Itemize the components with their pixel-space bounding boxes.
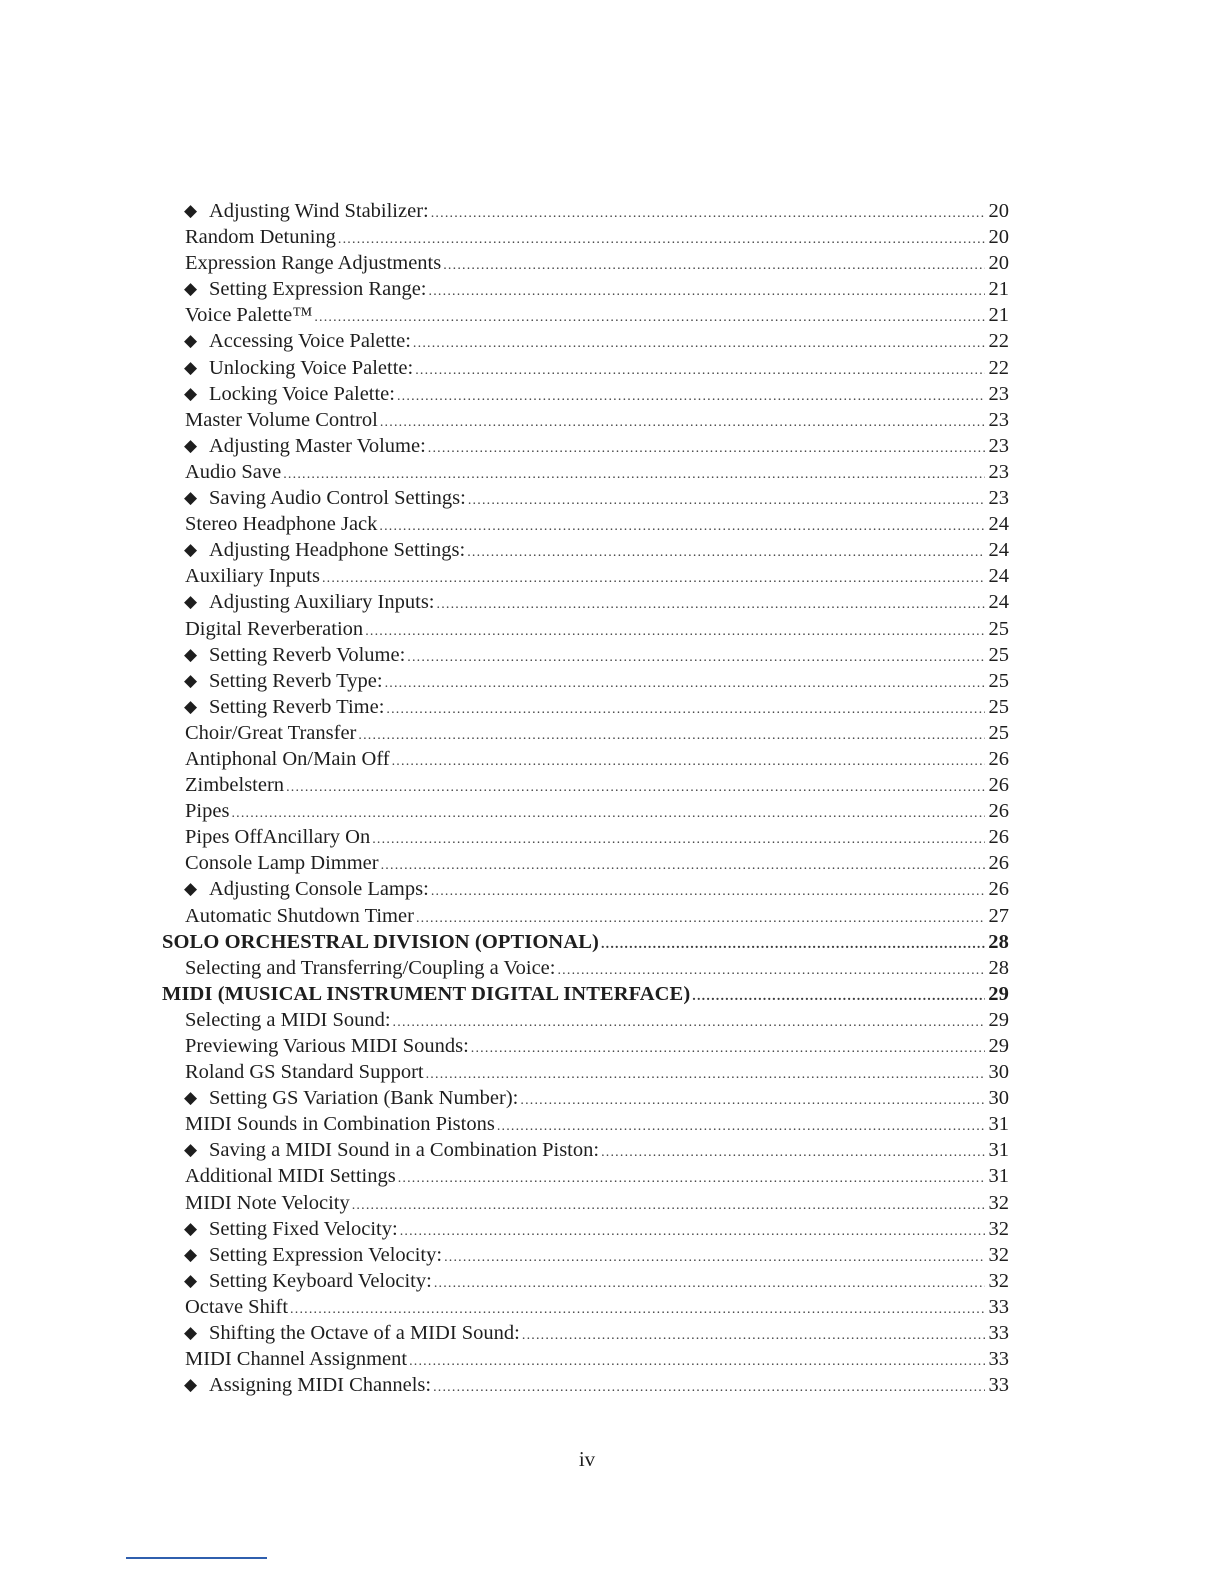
toc-page-number: 33 [988, 1295, 1009, 1318]
toc-entry-label: Setting Keyboard Velocity: [209, 1269, 432, 1292]
dot-leader [692, 984, 985, 1010]
toc-page-number: 25 [988, 695, 1009, 718]
toc-entry[interactable] [162, 1163, 1009, 1189]
toc-entry[interactable] [162, 459, 1009, 485]
dot-leader [522, 1323, 985, 1349]
toc-entry-label-group [185, 955, 555, 981]
dot-leader [431, 879, 985, 905]
toc-page-number: 23 [988, 382, 1009, 405]
toc-page-number: 33 [988, 1374, 1009, 1397]
toc-entry-label: Assigning MIDI Channels: [209, 1374, 432, 1397]
toc-entry-label: Setting Expression Velocity: [209, 1243, 443, 1266]
toc-entry-label: Expression Range Adjustments [185, 252, 442, 275]
toc-entry-label-group [185, 563, 320, 589]
toc-page-number: 23 [988, 487, 1009, 510]
toc-procedure-entry[interactable] [162, 537, 1009, 563]
toc-entry-label-group [184, 642, 406, 669]
dot-leader [393, 1010, 985, 1036]
diamond-bullet-icon: ◆ [184, 592, 198, 613]
toc-entry-label-group [184, 589, 435, 616]
toc-entry-label-group [185, 224, 336, 250]
dot-leader [520, 1088, 985, 1114]
toc-entry-label-group [185, 302, 312, 328]
diamond-bullet-icon: ◆ [184, 1323, 198, 1344]
toc-entry-label: Unlocking Voice Palette: [209, 356, 414, 379]
dot-leader [434, 1271, 985, 1297]
diamond-bullet-icon: ◆ [184, 1088, 198, 1109]
diamond-bullet-icon: ◆ [184, 279, 198, 300]
toc-entry-label-group [185, 616, 363, 642]
dot-leader [471, 1036, 985, 1062]
toc-entry-label-group [162, 929, 599, 955]
toc-entry-label: Adjusting Console Lamps: [209, 878, 429, 901]
toc-entry[interactable] [162, 407, 1009, 433]
dot-leader [407, 645, 985, 671]
toc-procedure-entry[interactable] [162, 381, 1009, 407]
toc-entry-label-group [185, 1033, 469, 1059]
toc-entry-label-group [184, 537, 466, 564]
toc-entry[interactable] [162, 746, 1009, 772]
footnote-rule [126, 1557, 267, 1559]
toc-entry-label-group [184, 1268, 432, 1295]
diamond-bullet-icon: ◆ [184, 201, 198, 221]
toc-page-number: 24 [988, 513, 1009, 536]
toc-entry-label: Master Volume Control [185, 408, 378, 431]
dot-leader [358, 723, 985, 749]
diamond-bullet-icon: ◆ [184, 331, 198, 352]
toc-entry[interactable] [162, 1294, 1009, 1320]
toc-entry-label-group [185, 1294, 288, 1320]
toc-entry-label-group [185, 772, 284, 798]
toc-entry-label: Shifting the Octave of a MIDI Sound: [209, 1322, 520, 1345]
dot-leader [379, 514, 985, 540]
toc-page-number: 24 [988, 591, 1009, 614]
toc-entry-label: Pipes [185, 800, 230, 823]
toc-entry-label-group [162, 981, 690, 1007]
toc-page-number: 26 [988, 878, 1009, 901]
toc-entry-label-group [185, 407, 378, 433]
toc-page-number: 24 [988, 565, 1009, 588]
toc-page-number: 26 [988, 747, 1009, 770]
toc-entry-label-group [185, 850, 379, 876]
toc-procedure-entry[interactable] [162, 876, 1009, 902]
diamond-bullet-icon: ◆ [184, 435, 198, 456]
toc-entry-label: Selecting a MIDI Sound: [185, 1008, 391, 1031]
toc-page-number: 23 [988, 408, 1009, 431]
dot-leader [380, 410, 985, 436]
toc-entry-label-group [184, 355, 414, 382]
toc-entry-label: Auxiliary Inputs [185, 565, 320, 588]
toc-entry-label-group [185, 1163, 396, 1189]
dot-leader [386, 697, 985, 723]
toc-page-number: 25 [988, 617, 1009, 640]
toc-entry-label-group [185, 903, 414, 929]
diamond-bullet-icon: ◆ [184, 1375, 198, 1396]
toc-entry-label: Random Detuning [185, 226, 336, 249]
diamond-bullet-icon: ◆ [184, 488, 198, 509]
toc-page-number: 31 [988, 1165, 1009, 1188]
dot-leader [437, 592, 986, 618]
toc-procedure-entry[interactable] [162, 1216, 1009, 1242]
toc-entry[interactable] [162, 1033, 1009, 1059]
dot-leader [400, 1219, 985, 1245]
toc-entry[interactable] [162, 1190, 1009, 1216]
toc-entry[interactable] [162, 511, 1009, 537]
toc-entry-label: Setting Reverb Type: [209, 669, 383, 692]
toc-entry-label-group [184, 328, 411, 355]
toc-entry-label: Roland GS Standard Support [185, 1061, 424, 1084]
toc-procedure-entry[interactable] [162, 198, 1009, 224]
toc-entry-label-group [184, 876, 429, 903]
dot-leader [372, 827, 985, 853]
toc-entry[interactable] [162, 250, 1009, 276]
toc-entry-label: Voice Palette™ [185, 304, 313, 327]
diamond-bullet-icon: ◆ [184, 879, 198, 900]
toc-page-number: 33 [988, 1322, 1009, 1345]
toc-entry-label-group [185, 1190, 350, 1216]
toc-entry-label-group [184, 276, 427, 303]
dot-leader [286, 775, 985, 801]
toc-entry-label: Saving Audio Control Settings: [209, 487, 466, 510]
toc-entry-label: Digital Reverberation [185, 617, 364, 640]
toc-entry[interactable] [162, 1346, 1009, 1372]
toc-procedure-entry[interactable] [162, 589, 1009, 615]
toc-entry-label-group [185, 798, 229, 824]
diamond-bullet-icon: ◆ [184, 644, 198, 665]
dot-leader [431, 201, 985, 227]
toc-page-number: 23 [988, 434, 1009, 457]
dot-leader [314, 305, 985, 331]
diamond-bullet-icon: ◆ [184, 696, 198, 717]
toc-procedure-entry[interactable] [162, 485, 1009, 511]
toc-entry[interactable] [162, 563, 1009, 589]
toc-entry[interactable] [162, 772, 1009, 798]
dot-leader [365, 619, 985, 645]
dot-leader [415, 358, 985, 384]
toc-entry-label-group [185, 1007, 391, 1033]
toc-entry-label: Adjusting Wind Stabilizer: [209, 200, 429, 222]
toc-procedure-entry[interactable] [162, 1268, 1009, 1294]
toc-entry[interactable] [162, 1059, 1009, 1085]
toc-entry-label-group [184, 198, 429, 225]
toc-entry-label: Octave Shift [185, 1295, 289, 1318]
toc-page-number: 20 [988, 200, 1009, 222]
toc-entry-label: Previewing Various MIDI Sounds: [185, 1035, 469, 1057]
toc-page-number: 30 [988, 1087, 1009, 1110]
toc-entry-label: Adjusting Master Volume: [209, 434, 426, 457]
toc-entry-label-group [184, 668, 383, 695]
toc-entry[interactable] [162, 824, 1009, 850]
diamond-bullet-icon: ◆ [184, 1218, 198, 1239]
toc-section-heading[interactable] [162, 929, 1009, 955]
toc-page-number: 24 [988, 539, 1009, 562]
toc-entry-label: Adjusting Headphone Settings: [209, 539, 466, 562]
toc-procedure-entry[interactable] [162, 276, 1009, 302]
toc-entry-label: Choir/Great Transfer [185, 721, 357, 744]
toc-entry-label: Stereo Headphone Jack [185, 513, 378, 536]
toc-entry[interactable] [162, 224, 1009, 250]
toc-entry-label: Setting Reverb Volume: [209, 643, 406, 666]
toc-page-number: 22 [988, 356, 1009, 379]
toc-entry-label: Saving a MIDI Sound in a Combination Piston: [209, 1139, 600, 1162]
toc-entry-label: Adjusting Auxiliary Inputs: [209, 591, 435, 614]
diamond-bullet-icon: ◆ [184, 383, 198, 404]
toc-entry-label: MIDI Note Velocity [185, 1191, 350, 1214]
toc-entry-label: MIDI (MUSICAL INSTRUMENT DIGITAL INTERFACE) [162, 982, 691, 1005]
toc-procedure-entry[interactable] [162, 668, 1009, 694]
toc-page-number: 32 [988, 1269, 1009, 1292]
toc-entry-label: Antiphonal On/Main Off [185, 747, 390, 770]
toc-page-number: 28 [988, 956, 1009, 979]
toc-procedure-entry[interactable] [162, 642, 1009, 668]
toc-entry-label-group [184, 694, 385, 721]
dot-leader [385, 671, 985, 697]
toc-entry-label: MIDI Sounds in Combination Pistons [185, 1113, 495, 1136]
toc-entry[interactable] [162, 616, 1009, 642]
toc-entry-label-group [184, 1216, 398, 1243]
dot-leader [444, 1245, 985, 1271]
toc-page-number: 21 [988, 304, 1009, 327]
toc-entry-label-group [185, 459, 281, 485]
toc-entry[interactable] [162, 1007, 1009, 1033]
toc-page-number: 22 [988, 330, 1009, 353]
toc-entry-label: Selecting and Transferring/Coupling a Voice: [185, 956, 556, 979]
toc-entry[interactable] [162, 720, 1009, 746]
toc-page-number: 30 [988, 1061, 1009, 1084]
toc-procedure-entry[interactable] [162, 355, 1009, 381]
dot-leader [352, 1193, 985, 1219]
toc-entry-label: MIDI Channel Assignment [185, 1348, 408, 1371]
toc-entry-label: Accessing Voice Palette: [209, 330, 411, 353]
toc-entry-label-group [185, 720, 356, 746]
toc-entry-label: Setting Expression Range: [209, 278, 427, 301]
toc-page-number: 28 [988, 930, 1009, 953]
toc-entry-label: Setting Reverb Time: [209, 695, 385, 718]
toc-procedure-entry[interactable] [162, 328, 1009, 354]
dot-leader [392, 749, 985, 775]
toc-page-number: 26 [988, 774, 1009, 797]
toc-entry-label-group [184, 381, 395, 408]
toc-entry-label: Additional MIDI Settings [185, 1165, 396, 1188]
toc-section-heading[interactable] [162, 981, 1009, 1007]
toc-entry-label-group [185, 1346, 407, 1372]
toc-page-number: 25 [988, 669, 1009, 692]
dot-leader [428, 436, 985, 462]
toc-page-number: 29 [988, 982, 1009, 1005]
toc-entry-label-group [185, 511, 377, 537]
toc-page-number: 32 [988, 1191, 1009, 1214]
toc-entry[interactable] [162, 1111, 1009, 1137]
toc-entry-label: Locking Voice Palette: [209, 382, 395, 405]
toc-entry-label: Console Lamp Dimmer [185, 852, 379, 875]
toc-entry-label-group [185, 1111, 495, 1137]
dot-leader [409, 1349, 985, 1375]
dot-leader [429, 279, 985, 305]
toc-procedure-entry[interactable] [162, 694, 1009, 720]
toc-page-number: 31 [988, 1139, 1009, 1162]
toc-entry-label-group [185, 1059, 424, 1085]
toc-entry-label-group [184, 1137, 600, 1164]
toc-entry-label-group [185, 746, 390, 772]
toc-page-number: 21 [988, 278, 1009, 301]
toc-entry-label: Automatic Shutdown Timer [185, 904, 414, 927]
toc-page-number: 26 [988, 826, 1009, 849]
dot-leader [397, 384, 985, 410]
toc-entry-label: Setting GS Variation (Bank Number): [209, 1087, 519, 1110]
toc-page-number: 25 [988, 643, 1009, 666]
toc-entry-label: Zimbelstern [185, 774, 285, 797]
dot-leader [601, 1140, 985, 1166]
toc-entry-label-group [185, 250, 441, 276]
toc-page-number: 23 [988, 460, 1009, 483]
toc-page-number: 26 [988, 852, 1009, 875]
dot-leader [381, 853, 985, 879]
toc-entry[interactable] [162, 850, 1009, 876]
toc-procedure-entry[interactable] [162, 1372, 1009, 1398]
toc-entry[interactable] [162, 903, 1009, 929]
diamond-bullet-icon: ◆ [184, 1270, 198, 1291]
toc-page-number: 33 [988, 1348, 1009, 1371]
diamond-bullet-icon: ◆ [184, 540, 198, 561]
toc-procedure-entry[interactable] [162, 1242, 1009, 1268]
dot-leader [467, 540, 985, 566]
dot-leader [443, 253, 985, 279]
toc-entry-label-group [184, 1372, 432, 1399]
diamond-bullet-icon: ◆ [184, 357, 198, 378]
toc-procedure-entry[interactable] [162, 1137, 1009, 1163]
toc-entry[interactable] [162, 955, 1009, 981]
diamond-bullet-icon: ◆ [184, 1244, 198, 1265]
toc-procedure-entry[interactable] [162, 433, 1009, 459]
dot-leader [468, 488, 985, 514]
toc-entry-label-group [184, 485, 466, 512]
page-number: iv [578, 1447, 596, 1471]
toc-entry-label: Audio Save [185, 460, 282, 483]
toc-page-number: 29 [988, 1035, 1009, 1057]
toc-page-number: 31 [988, 1113, 1009, 1136]
toc-page-number: 25 [988, 721, 1009, 744]
toc-page-number: 29 [988, 1008, 1009, 1031]
diamond-bullet-icon: ◆ [184, 670, 198, 691]
toc-procedure-entry[interactable] [162, 1085, 1009, 1111]
toc-page-number: 32 [988, 1243, 1009, 1266]
toc-page-number: 27 [988, 904, 1009, 927]
toc-entry[interactable] [162, 302, 1009, 328]
toc-page-number: 20 [988, 226, 1009, 249]
toc-entry-label-group [184, 433, 426, 460]
dot-leader [433, 1375, 985, 1401]
dot-leader [601, 932, 985, 958]
toc-entry-label: Setting Fixed Velocity: [209, 1217, 398, 1240]
toc-entry-label: Pipes OffAncillary On [185, 826, 371, 849]
toc-entry-label-group [184, 1242, 443, 1269]
toc-page-number: 32 [988, 1217, 1009, 1240]
dot-leader [398, 1166, 985, 1192]
toc-entry-label-group [184, 1320, 520, 1347]
dot-leader [413, 331, 985, 357]
toc-entry-label-group [184, 1085, 519, 1112]
diamond-bullet-icon: ◆ [184, 1140, 198, 1161]
toc-entry-label: SOLO ORCHESTRAL DIVISION (OPTIONAL) [162, 930, 599, 953]
toc-entry-label-group [185, 824, 370, 850]
table-of-contents [162, 198, 1009, 1398]
toc-entry[interactable] [162, 798, 1009, 824]
toc-procedure-entry[interactable] [162, 1320, 1009, 1346]
toc-page-number: 26 [988, 800, 1009, 823]
toc-page-number: 20 [988, 252, 1009, 275]
